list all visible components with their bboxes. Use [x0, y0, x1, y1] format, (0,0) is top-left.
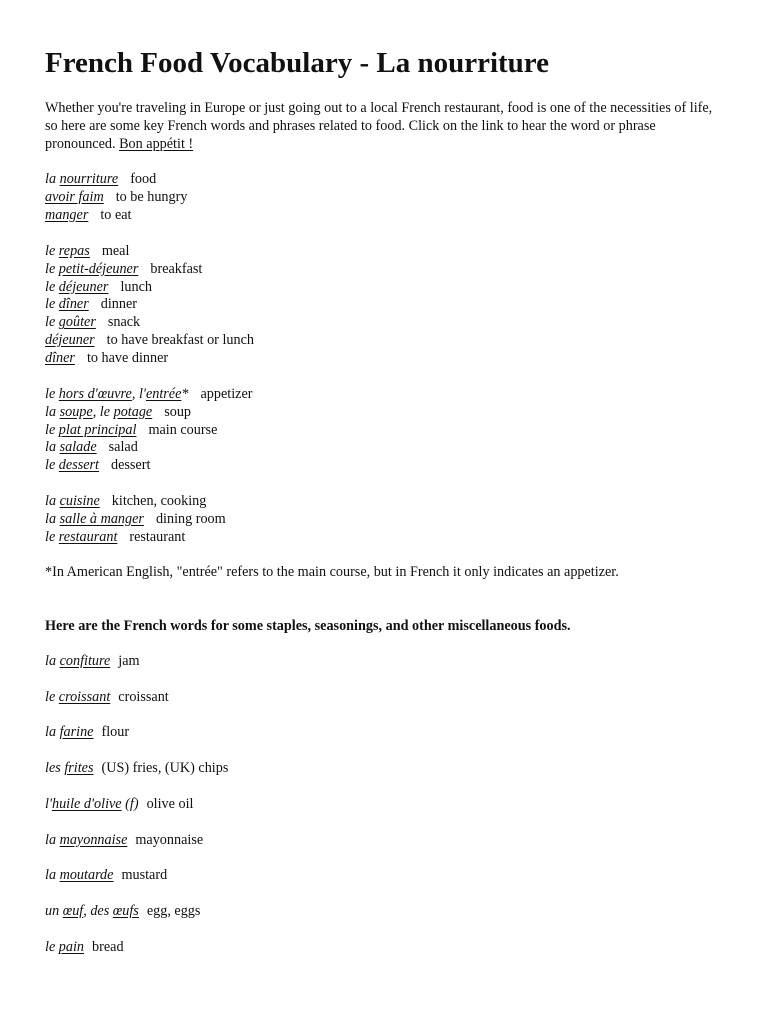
- article: la: [45, 867, 60, 884]
- vocab-word-link[interactable]: dîner: [58, 296, 89, 313]
- intro-paragraph: [45, 100, 725, 153]
- vocab-entry: [45, 653, 140, 671]
- suffix: *: [181, 386, 189, 402]
- article: le: [45, 296, 59, 313]
- article: la: [45, 403, 60, 420]
- translation: jam: [118, 653, 140, 669]
- article: le: [45, 528, 59, 545]
- translation: mayonnaise: [135, 831, 204, 848]
- article: le: [45, 457, 59, 474]
- vocab-word-link[interactable]: moutarde: [59, 867, 114, 884]
- vocab-word-link[interactable]: hors d'œuvre: [58, 386, 132, 402]
- article: le: [45, 314, 59, 331]
- vocab-entry: [45, 867, 167, 885]
- vocab-word-link[interactable]: petit-déjeuner: [58, 260, 139, 277]
- article: la: [45, 493, 60, 509]
- translation: kitchen, cooking: [111, 493, 207, 509]
- vocab-word-link[interactable]: dîner: [45, 349, 75, 366]
- vocab-entry: [45, 332, 254, 350]
- intro-text: Whether you're traveling in Europe or just going out to a local French restaurant, food is one of the necessities of life, so here are some key French words and phrases related to food. Click on the link to hear the word or phrase pronounced.: [45, 100, 713, 152]
- vocab-word-link[interactable]: nourriture: [59, 171, 119, 187]
- translation: snack: [107, 314, 141, 331]
- article: un: [45, 902, 63, 919]
- vocab-word-link[interactable]: potage: [113, 403, 153, 420]
- article: les: [45, 760, 65, 777]
- translation: egg, eggs: [146, 902, 201, 919]
- vocab-group-places: [45, 493, 226, 546]
- vocab-entry: [45, 511, 226, 529]
- translation: food: [130, 171, 157, 187]
- article: l': [45, 795, 52, 812]
- vocab-entry: [45, 350, 254, 368]
- translation: flour: [101, 724, 130, 741]
- article: le: [45, 260, 59, 277]
- vocab-entry: [45, 760, 228, 778]
- article: le: [45, 688, 59, 705]
- vocab-word-link[interactable]: salade: [59, 439, 97, 456]
- vocab-entry: [45, 189, 187, 207]
- vocab-entry: [45, 386, 252, 404]
- translation: (US) fries, (UK) chips: [101, 760, 229, 777]
- vocab-word-link[interactable]: goûter: [58, 314, 96, 331]
- separator: , des: [83, 902, 113, 919]
- page-title: French Food Vocabulary - La nourriture: [45, 47, 550, 79]
- article: la: [45, 510, 60, 527]
- vocab-entry: [45, 903, 200, 921]
- translation: main course: [148, 421, 218, 438]
- translation: soup: [164, 403, 192, 420]
- translation: mustard: [121, 867, 168, 884]
- vocab-entry: [45, 529, 226, 547]
- vocab-word-link[interactable]: frites: [64, 760, 94, 777]
- vocab-group-basics: [45, 171, 187, 224]
- separator: , l': [131, 386, 146, 402]
- vocab-entry: [45, 689, 169, 707]
- vocab-word-link[interactable]: plat principal: [58, 421, 137, 438]
- vocab-entry: [45, 243, 254, 261]
- vocab-entry: [45, 832, 203, 850]
- vocab-entry: [45, 796, 193, 814]
- vocab-word-link[interactable]: déjeuner: [58, 278, 109, 295]
- vocab-entry: [45, 457, 252, 475]
- vocab-entry: [45, 314, 254, 332]
- vocab-word-link[interactable]: avoir faim: [45, 188, 104, 205]
- translation: lunch: [120, 278, 152, 295]
- translation: meal: [101, 243, 130, 259]
- vocab-entry: [45, 207, 187, 225]
- vocab-entry: [45, 439, 252, 457]
- vocab-word-link[interactable]: dessert: [58, 457, 99, 474]
- translation: dinner: [100, 296, 137, 313]
- article: la: [45, 724, 60, 741]
- vocab-word-link[interactable]: soupe: [59, 403, 93, 420]
- vocab-word-link[interactable]: croissant: [58, 688, 111, 705]
- vocab-group-courses: [45, 386, 252, 475]
- vocab-word-link[interactable]: mayonnaise: [59, 831, 128, 848]
- vocab-entry: [45, 279, 254, 297]
- vocab-entry: [45, 171, 187, 189]
- translation: to be hungry: [115, 188, 188, 205]
- translation: dining room: [155, 510, 226, 527]
- vocab-word-link[interactable]: œuf: [62, 902, 84, 919]
- article: le: [45, 421, 59, 438]
- vocab-word-link[interactable]: œufs: [112, 902, 139, 919]
- vocab-entry: [45, 422, 252, 440]
- vocab-word-link[interactable]: huile d'olive: [51, 795, 122, 812]
- vocab-word-link[interactable]: salle à manger: [59, 510, 144, 527]
- vocab-word-link[interactable]: farine: [59, 724, 94, 741]
- vocab-word-link[interactable]: manger: [45, 206, 89, 223]
- translation: breakfast: [150, 260, 203, 277]
- translation: bread: [92, 938, 124, 955]
- vocab-group-meals: [45, 243, 254, 368]
- vocab-word-link[interactable]: restaurant: [58, 528, 118, 545]
- vocab-word-link[interactable]: confiture: [59, 653, 111, 669]
- vocab-word-link[interactable]: repas: [58, 243, 90, 259]
- suffix: (f): [121, 795, 139, 812]
- vocab-entry: [45, 296, 254, 314]
- translation: restaurant: [129, 528, 186, 545]
- bon-appetit-link[interactable]: Bon appétit !: [119, 135, 194, 152]
- translation: to have dinner: [86, 349, 169, 366]
- vocab-entry: [45, 261, 254, 279]
- translation: croissant: [118, 688, 169, 705]
- vocab-word-link[interactable]: entrée: [145, 386, 182, 402]
- article: le: [45, 938, 59, 955]
- translation: to have breakfast or lunch: [106, 331, 254, 348]
- vocab-word-link[interactable]: pain: [58, 938, 85, 955]
- vocab-entry: [45, 939, 124, 957]
- vocab-entry: [45, 493, 226, 511]
- footnote: *In American English, "entrée" refers to the main course, but in French it only indicates an appetizer.: [45, 564, 619, 580]
- translation: to eat: [100, 206, 132, 223]
- staples-heading: Here are the French words for some staples, seasonings, and other miscellaneous foods.: [45, 618, 571, 634]
- article: la: [45, 439, 60, 456]
- translation: dessert: [111, 457, 151, 474]
- vocab-word-link[interactable]: déjeuner: [45, 331, 95, 348]
- article: la: [45, 171, 60, 187]
- translation: appetizer: [200, 386, 253, 402]
- article: le: [45, 243, 59, 259]
- vocab-entry: [45, 404, 252, 422]
- article: le: [45, 278, 59, 295]
- vocab-entry: [45, 724, 129, 742]
- translation: salad: [108, 439, 138, 456]
- article: la: [45, 831, 60, 848]
- translation: olive oil: [146, 795, 194, 812]
- article: la: [45, 653, 60, 669]
- vocab-word-link[interactable]: cuisine: [59, 493, 100, 509]
- article: le: [45, 386, 59, 402]
- separator: , le: [92, 403, 114, 420]
